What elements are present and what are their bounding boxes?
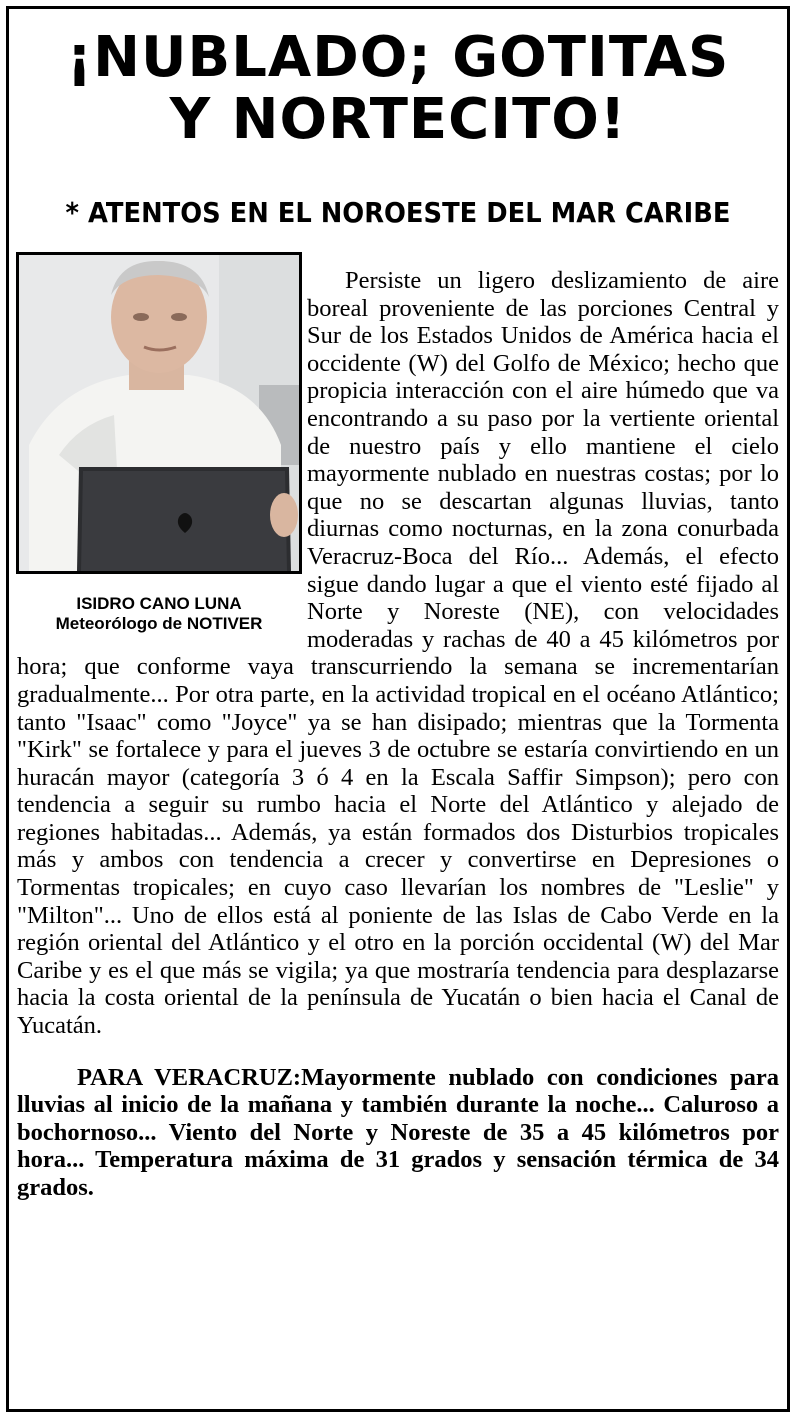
article-body (9, 267, 787, 1202)
headline-line-1: ¡NUBLADO; GOTITAS (66, 25, 730, 90)
article-page (6, 6, 790, 1412)
article-paragraph-1: Persiste un ligero deslizamiento de aire boreal proveniente de las porciones Central y Sur de los Estados Unidos de América hacia el occidente (W) del Golfo de México; hecho que propicia interacción con el aire húmedo que va encontrando a su paso por la vertiente oriental de nuestro país y ello mantiene el cielo mayormente nublado en nuestras costas; por lo que no se descartan algunas lluvias, tanto diurnas como nocturnas, en la zona conurbada Veracruz-Boca del Río... Además, el efecto sigue dando lugar a que el viento esté fijado al Norte y Noreste (NE), con velocidades moderadas y rachas de 40 a 45 kilómetros por hora; que conforme vaya transcurriendo la semana se incrementarían gradualmente... Por otra parte, en la actividad tropical en el océano Atlántico; tanto "Isaac" como "Joyce" ya se han disipado; mientras que la Tormenta "Kirk" se fortalece y para el jueves 3 de octubre se estaría convirtiendo en un huracán mayor (categoría 3 ó 4 en la Escala Saffir Simpson); pero con tendencia a seguir su rumbo hacia el Norte del Atlántico y alejado de regiones habitadas... Además, ya están formados dos Disturbios tropicales más y ambos con tendencia a crecer y convertirse en Depresiones o Tormentas tropicales; en cuyo caso llevarían los nombres de "Leslie" y "Milton"... Uno de ellos está al poniente de las Islas de Cabo Verde en la región oriental del Atlántico y el otro en la porción occidental (W) del Mar Caribe y es el que más se vigila; ya que mostraría tendencia para desplazarse hacia la costa oriental de la península de Yucatán o bien hacia el Canal de Yucatán. (17, 267, 779, 1040)
caption-name: ISIDRO CANO LUNA (76, 594, 242, 613)
headline-line-2: Y NORTECITO! (169, 87, 627, 152)
caption-title: Meteorólogo de NOTIVER (55, 614, 263, 633)
article-paragraph-forecast: PARA VERACRUZ:Mayormente nublado con condiciones para lluvias al inicio de la mañana y también durante la noche... Caluroso a bochornoso... Viento del Norte y Noreste de 35 a 45 kilómetros por hora... Temperatura máxima de 31 grados y sensación térmica de 34 grados. (17, 1063, 779, 1201)
photo-float-spacer (9, 267, 307, 645)
subheadline: * ATENTOS EN EL NOROESTE DEL MAR CARIBE (65, 196, 731, 229)
headline (9, 27, 787, 151)
